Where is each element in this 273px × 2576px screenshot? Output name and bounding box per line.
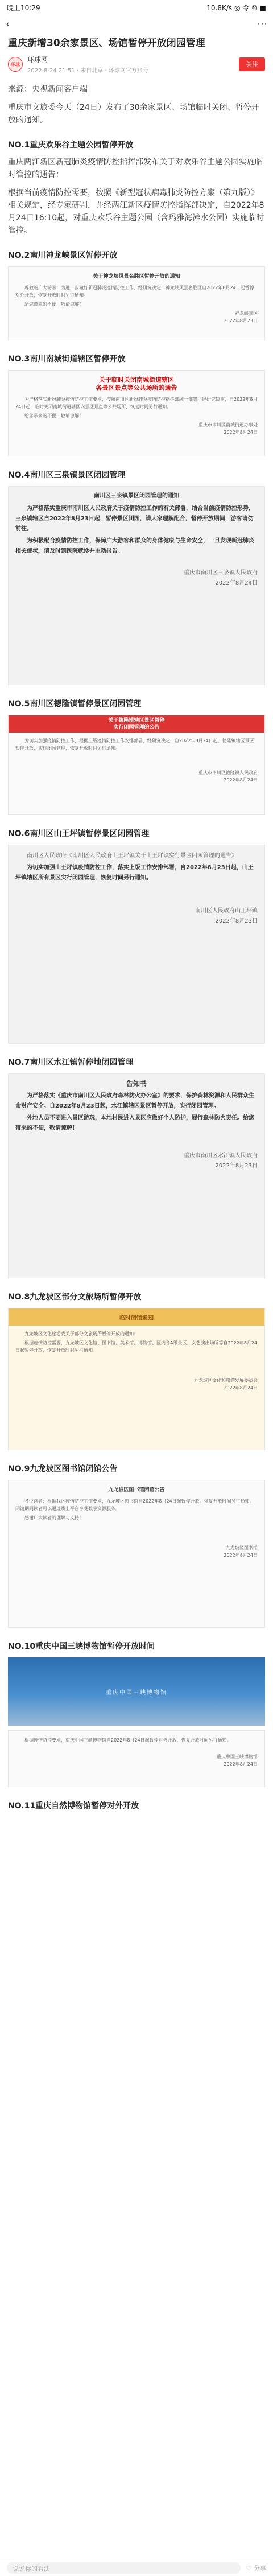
- notice-text: 各位读者：根据我区疫情防控工作要求，九龙坡区图书馆自2022年8月24日起暂停开放。恢复开放时间另行通知。闭馆期间读者可以通过线上平台享受数字资源服务。: [15, 1499, 254, 1511]
- status-time: 晚上10:29: [7, 3, 40, 12]
- intro-paragraph: 重庆市文旅委今天（24日）发布了30余家景区、场馆临时关闭、暂停开放的通知。: [8, 103, 259, 125]
- notice-text: 为严格落实新冠肺炎疫情防控工作要求，按照南川区新冠肺炎疫情防控指挥部统一部署，经研究决定，自2022年8月24日起，临时关闭南城街道辖区内景区景点等公共场所，恢复时间另行通知。: [15, 397, 258, 409]
- section-heading: NO.3南川南城街道辖区暂停开放: [8, 355, 126, 364]
- notice-image: [8, 1730, 265, 1787]
- top-nav: [0, 15, 273, 33]
- museum-banner-text: 重庆中国三峡博物馆: [106, 1689, 167, 1696]
- notice-banner: 临时闭馆通知: [9, 1308, 264, 1326]
- section-heading: NO.1重庆欢乐谷主题公园暂停开放: [8, 141, 134, 150]
- avatar[interactable]: 环球: [8, 57, 23, 72]
- notice-image: [8, 715, 265, 815]
- notice-image: [8, 266, 265, 340]
- paragraph: 重庆两江新区新冠肺炎疫情防控指挥部发布关于对欢乐谷主题公园实施临时管控的通告：: [8, 158, 263, 179]
- notice-title: 关于神龙峡风景名胜区暂停开放的通知: [93, 274, 180, 279]
- notice-signature: 九龙坡区图书馆 2022年8月24日: [224, 1545, 258, 1558]
- notice-signature: 重庆市南川区南城街道办事处 2022年8月24日: [198, 422, 258, 435]
- notice-image: [8, 1308, 265, 1450]
- notice-signature: 重庆市南川区德隆镇人民政府 2022年8月24日: [198, 770, 258, 783]
- section-heading: NO.4南川区三泉镇景区闭园管理: [8, 471, 126, 480]
- notice-banner-title: 关于德隆镇辖区景区暂停 实行闭园管理的公告: [108, 718, 165, 730]
- notice-signature: 重庆市南川区水江镇人民政府 2022年8月23日: [184, 1153, 258, 1169]
- notice-text: 九龙坡区文化旅游委关于部分文旅场所暂停开放的通知：: [24, 1331, 138, 1336]
- section-heading: NO.7南川区水江镇暂停地闭园管理: [8, 1058, 134, 1067]
- section-heading: NO.9九龙坡区图书馆闭馆公告: [8, 1464, 118, 1474]
- notice-signature: 重庆中国三峡博物馆 2022年8月24日: [217, 1754, 258, 1767]
- notice-text: 为切实加强山王坪镇疫情防控工作，落实上级工作安排部署，自2022年8月23日起，山王坪镇辖区所有景区实行闭园管理，恢复时间另行通知。: [15, 865, 254, 881]
- notice-text: 南川区人民政府《南川区人民政府山王坪镇关于山王坪镇实行景区闭园管理的通告》: [27, 853, 237, 859]
- section-heading: NO.11重庆自然博物馆暂停对外开放: [8, 1801, 139, 1810]
- notice-text: 根据疫情防控需要，九龙坡区文化馆、图书馆、美术馆、博物馆、区内各A级景区、文艺演出场所等自2022年8月24日起暂停开放，恢复开放时间另行通知。: [15, 1340, 258, 1353]
- notice-signature: 神龙峡景区 2022年8月23日: [224, 311, 258, 323]
- share-actions[interactable]: ♡ 分享: [246, 2564, 266, 2572]
- notice-text: 根据疫情防控要求，重庆中国三峡博物馆自2022年8月24日起暂停对外开放，恢复开放时间另行通知。: [24, 1738, 231, 1743]
- notice-text: 为切实加强疫情防控工作，根据上级疫情防控工作安排部署，经研究决定，自2022年8月24日起，德隆镇辖区景区暂停开放，实行闭园管理，恢复开放时间另行通知。: [15, 738, 254, 751]
- section-heading: NO.2南川神龙峡景区暂停开放: [8, 251, 118, 260]
- notice-image: [8, 1480, 265, 1628]
- more-icon[interactable]: ⋯: [257, 18, 267, 30]
- museum-banner-image: [8, 1657, 265, 1726]
- notice-text: 为积极配合疫情防控工作，保障广大游客和群众的身体健康与生命安全，一旦发现新冠肺炎相关症状，请及时到医院就诊并主动报告。: [15, 538, 254, 554]
- status-icons: 10.8K/s ◎ 令 ⑩ ■: [206, 3, 266, 12]
- notice-text: 为严格落实重庆市南川区人民政府关于疫情防控工作的有关部署，结合当前疫情防控形势，三泉镇辖区自2022年8月23日起，暂停景区闭园，请大家理解配合，暂停开放期间，游客请勿前往。: [15, 505, 254, 532]
- section-heading: NO.5南川区德隆镇暂停景区闭园管理: [8, 699, 142, 709]
- section-heading: NO.6南川区山王坪镇暂停景区闭园管理: [8, 829, 150, 838]
- notice-text: 尊敬的广大游客：为进一步做好新冠肺炎疫情防控工作，经研究决定，神龙峡风景名胜区自2022年8月24日起暂停对外开放，恢复开放时间另行通知。: [15, 285, 254, 298]
- author-name[interactable]: 环球网: [27, 56, 48, 64]
- notice-title: 九龙坡区图书馆闭馆公告: [108, 1487, 165, 1493]
- publish-time: 2022-8-24 21:51 · 来自北京 · 环球网官方账号: [27, 68, 148, 74]
- paragraph: 根据当前疫情防控需要，按照《新型冠状病毒肺炎防控方案（第九版）》相关规定，经专家研判，并经两江新区疫情防控指挥部决定，自2022年8月24日16:10起，对重庆欢乐谷主题公园（含玛雅海滩水公园）实施临时管控。: [8, 188, 264, 235]
- notice-image: [8, 845, 265, 1044]
- article: [0, 36, 273, 1811]
- status-bar: [0, 0, 273, 15]
- notice-text: 给您带来的不便，敬请谅解！: [24, 413, 84, 418]
- notice-title: 南川区三泉镇景区闭园管理的通知: [94, 493, 179, 499]
- bottom-bar: [0, 2559, 273, 2576]
- notice-text: 为严格落实《重庆市南川区人民政府森林防火办公室》的要求，保护森林资源和人民群众生命财产安全。自2022年8月23日起，水江镇辖区景区暂停开放，实行闭园管理。: [15, 1093, 254, 1109]
- notice-signature: 南川区人民政府山王坪镇 2022年8月23日: [195, 908, 258, 924]
- author-row: [8, 55, 265, 74]
- notice-title: 告知书: [126, 1080, 147, 1088]
- notice-text: 感谢广大读者的理解与支持！: [24, 1515, 84, 1520]
- notice-text: 给您带来的不便，敬请谅解！: [24, 302, 84, 307]
- article-title: 重庆新增30余家景区、场馆暂停开放闭园管理: [8, 38, 205, 49]
- notice-banner: [9, 715, 264, 733]
- notice-text: 外地人员不要进入景区游玩，本地村民进入景区应做好个人防护，履行森林防火责任。给您带来的不便，敬请谅解！: [15, 1115, 254, 1131]
- section-heading: NO.10重庆中国三峡博物馆暂停开放时间: [8, 1642, 155, 1651]
- notice-signature: 重庆市南川区三泉镇人民政府 2022年8月24日: [184, 570, 258, 586]
- back-icon[interactable]: ‹: [6, 18, 10, 30]
- comment-input[interactable]: 说说你的看法: [7, 2562, 241, 2574]
- notice-title: 关于临时关闭南城街道辖区 各景区景点等公共场所的通告: [96, 376, 177, 392]
- source-line: 来源：央视新闻客户端: [8, 85, 88, 94]
- notice-image: [8, 370, 265, 456]
- notice-image: [8, 1073, 265, 1278]
- notice-signature: 九龙坡区文化和旅游发展委员会 2022年8月24日: [194, 1378, 258, 1390]
- notice-image: [8, 486, 265, 685]
- follow-button[interactable]: 关注: [239, 57, 265, 71]
- section-heading: NO.8九龙坡区部分文旅场所暂停开放: [8, 1293, 142, 1302]
